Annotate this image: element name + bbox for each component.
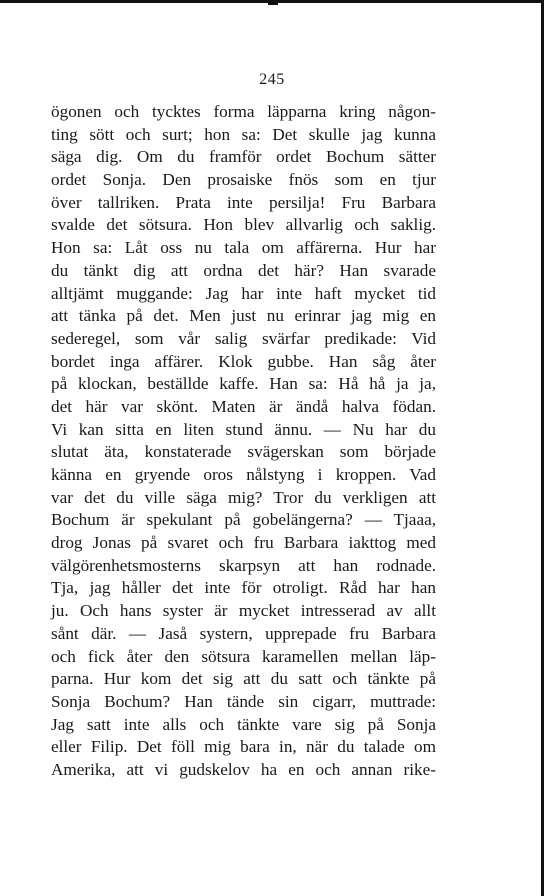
text-line: Tja, jag håller det inte för otroligt. Råd har han [51, 578, 436, 598]
body-text [51, 101, 436, 782]
text-line: och fick åter den sötsura karamellen mellan läp- [51, 646, 436, 666]
text-line: över tallriken. Prata inte persilja! Fru Barbara [51, 192, 436, 212]
text-line: det här var skönt. Maten är ändå halva födan. [51, 396, 436, 416]
text-line: Jag satt inte alls och tänkte vare sig på Sonja [51, 714, 436, 734]
text-line: ögonen och tycktes forma läpparna kring någon- [51, 102, 436, 121]
text-line: att tänka på det. Men just nu erinrar jag mig en [51, 306, 436, 326]
text-line: bordet inga affärer. Klok gubbe. Han såg åter [51, 351, 436, 371]
text-line: känna en gryende oros nålstyng i kroppen. Vad [51, 465, 436, 484]
text-line: välgörenhetsmosterns skarpsyn att han rodnade. [51, 555, 436, 575]
text-line: Sonja Bochum? Han tände sin cigarr, muttrade: [51, 691, 436, 711]
text-line: Bochum är spekulant på gobelängerna? — Tjaaa, [51, 510, 436, 530]
text-line: på klockan, beställde kaffe. Han sa: Hå hå ja ja, [51, 374, 436, 394]
text-line: var det du ville säga mig? Tror du verkligen att [51, 487, 436, 507]
text-line: ordet Sonja. Den prosaiske fnös som en tjur [51, 170, 436, 190]
text-line: du tänkt dig att ordna det här? Han svarade [51, 260, 436, 280]
text-line: Amerika, att vi gudskelov ha en och annan rike- [51, 759, 436, 779]
text-line: säga dig. Om du framför ordet Bochum sätter [51, 147, 436, 167]
text-line: ju. Och hans syster är mycket intresserad av allt [51, 601, 436, 621]
text-line: Hon sa: Låt oss nu tala om affärerna. Hur har [51, 238, 436, 258]
text-line: ting sött och surt; hon sa: Det skulle jag kunna [51, 124, 436, 144]
text-line: sånt där. — Jaså systern, upprepade fru Barbara [51, 623, 436, 643]
page-top-edge [0, 0, 544, 3]
text-line: svalde det sötsura. Hon blev allvarlig och saklig. [51, 215, 436, 235]
text-line: Vi kan sitta en liten stund ännu. — Nu har du [51, 419, 436, 439]
text-line: parna. Hur kom det sig att du satt och tänkte på [51, 669, 436, 689]
text-line: slutat äta, konstaterade svägerskan som började [51, 442, 436, 462]
text-line: sederegel, som vår salig svärfar predikade: Vid [51, 328, 436, 348]
text-line: eller Filip. Det föll mig bara in, när du talade om [51, 737, 436, 757]
page-number: 245 [259, 71, 285, 88]
text-line: drog Jonas på svaret och fru Barbara iakttog med [51, 533, 436, 553]
text-line: alltjämt muggande: Jag har inte haft mycket tid [51, 283, 436, 303]
